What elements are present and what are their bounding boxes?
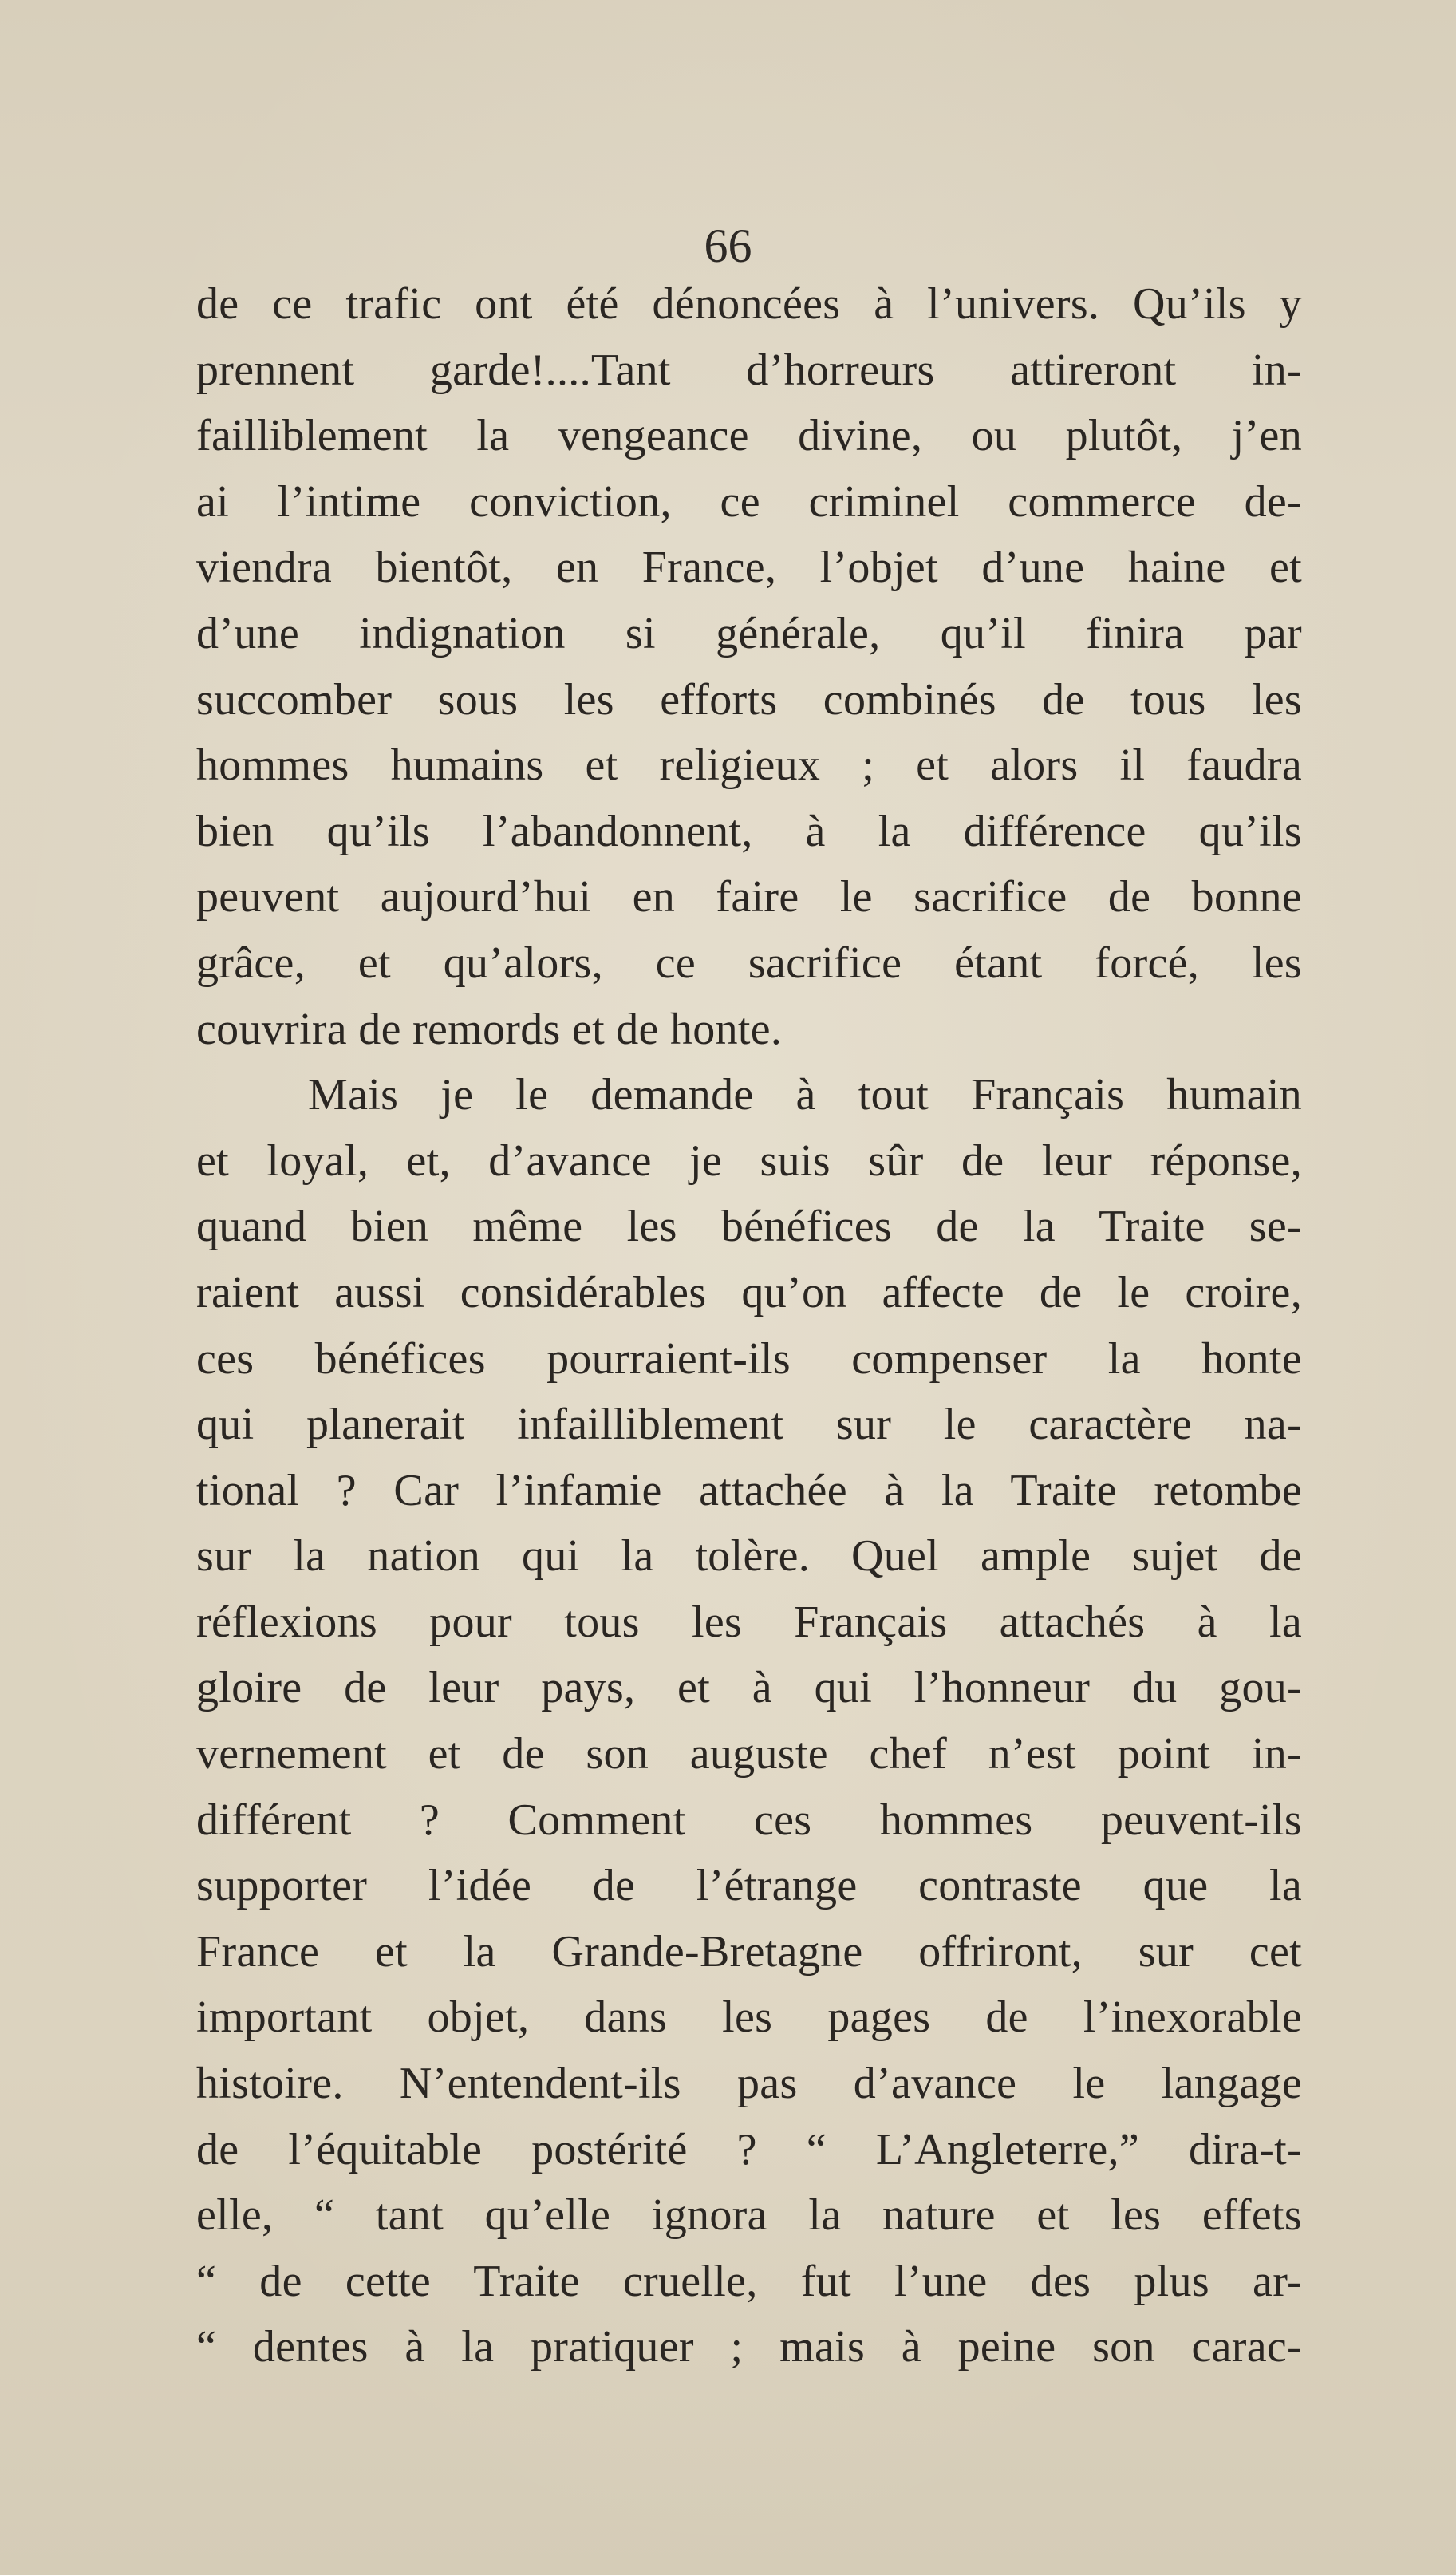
text-line: succomber sous les efforts combinés de tous les <box>196 674 1302 725</box>
text-line: France et la Grande-Bretagne offriront, sur cet <box>196 1926 1302 1977</box>
text-line: “ de cette Traite cruelle, fut l’une des plus ar- <box>196 2256 1302 2306</box>
text-line: ai l’intime conviction, ce criminel commerce de- <box>196 476 1302 527</box>
text-line: grâce, et qu’alors, ce sacrifice étant forcé, les <box>196 938 1302 988</box>
text-line: vernement et de son auguste chef n’est point in- <box>196 1729 1302 1779</box>
text-line: ces bénéfices pourraient-ils compenser la honte <box>196 1333 1302 1384</box>
body-text <box>196 271 1302 2380</box>
text-line: différent ? Comment ces hommes peuvent-ils <box>196 1795 1302 1845</box>
text-line: d’une indignation si générale, qu’il finira par <box>196 608 1302 658</box>
text-line: raient aussi considérables qu’on affecte de le croire, <box>196 1267 1302 1317</box>
text-line: couvrira de remords et de honte. <box>196 1004 783 1054</box>
text-line: sur la nation qui la tolère. Quel ample sujet de <box>196 1531 1302 1582</box>
text-line: “ dentes à la pratiquer ; mais à peine son carac- <box>196 2322 1302 2372</box>
text-line: elle, “ tant qu’elle ignora la nature et les effets <box>196 2190 1302 2241</box>
text-line: hommes humains et religieux ; et alors il faudra <box>196 741 1302 791</box>
text-line: peuvent aujourd’hui en faire le sacrifice de bonne <box>196 872 1302 922</box>
text-line: gloire de leur pays, et à qui l’honneur du gou- <box>196 1663 1302 1713</box>
text-line: bien qu’ils l’abandonnent, à la différence qu’ils <box>196 806 1302 856</box>
text-line: important objet, dans les pages de l’inexorable <box>196 1992 1302 2043</box>
text-line: viendra bientôt, en France, l’objet d’une haine et <box>196 543 1302 593</box>
text-line: prennent garde!....Tant d’horreurs attireront in- <box>196 345 1302 395</box>
text-line: qui planerait infailliblement sur le caractère na- <box>196 1400 1302 1450</box>
text-line: et loyal, et, d’avance je suis sûr de leur réponse, <box>196 1135 1302 1186</box>
text-line: de ce trafic ont été dénoncées à l’univers. Qu’ils y <box>196 279 1302 329</box>
text-line: de l’équitable postérité ? “ L’Angleterre,” dira-t- <box>196 2124 1302 2174</box>
text-line: tional ? Car l’infamie attachée à la Traite retombe <box>196 1465 1302 1515</box>
text-line: failliblement la vengeance divine, ou plutôt, j’en <box>196 411 1302 461</box>
page-number: 66 <box>704 219 752 272</box>
text-line: Mais je le demande à tout Français humain <box>308 1070 1302 1120</box>
text-line: supporter l’idée de l’étrange contraste que la <box>196 1861 1302 1911</box>
text-line: réflexions pour tous les Français attachés à la <box>196 1597 1302 1647</box>
text-line: quand bien même les bénéfices de la Traite se- <box>196 1202 1302 1252</box>
text-line: histoire. N’entendent-ils pas d’avance le langage <box>196 2059 1302 2109</box>
